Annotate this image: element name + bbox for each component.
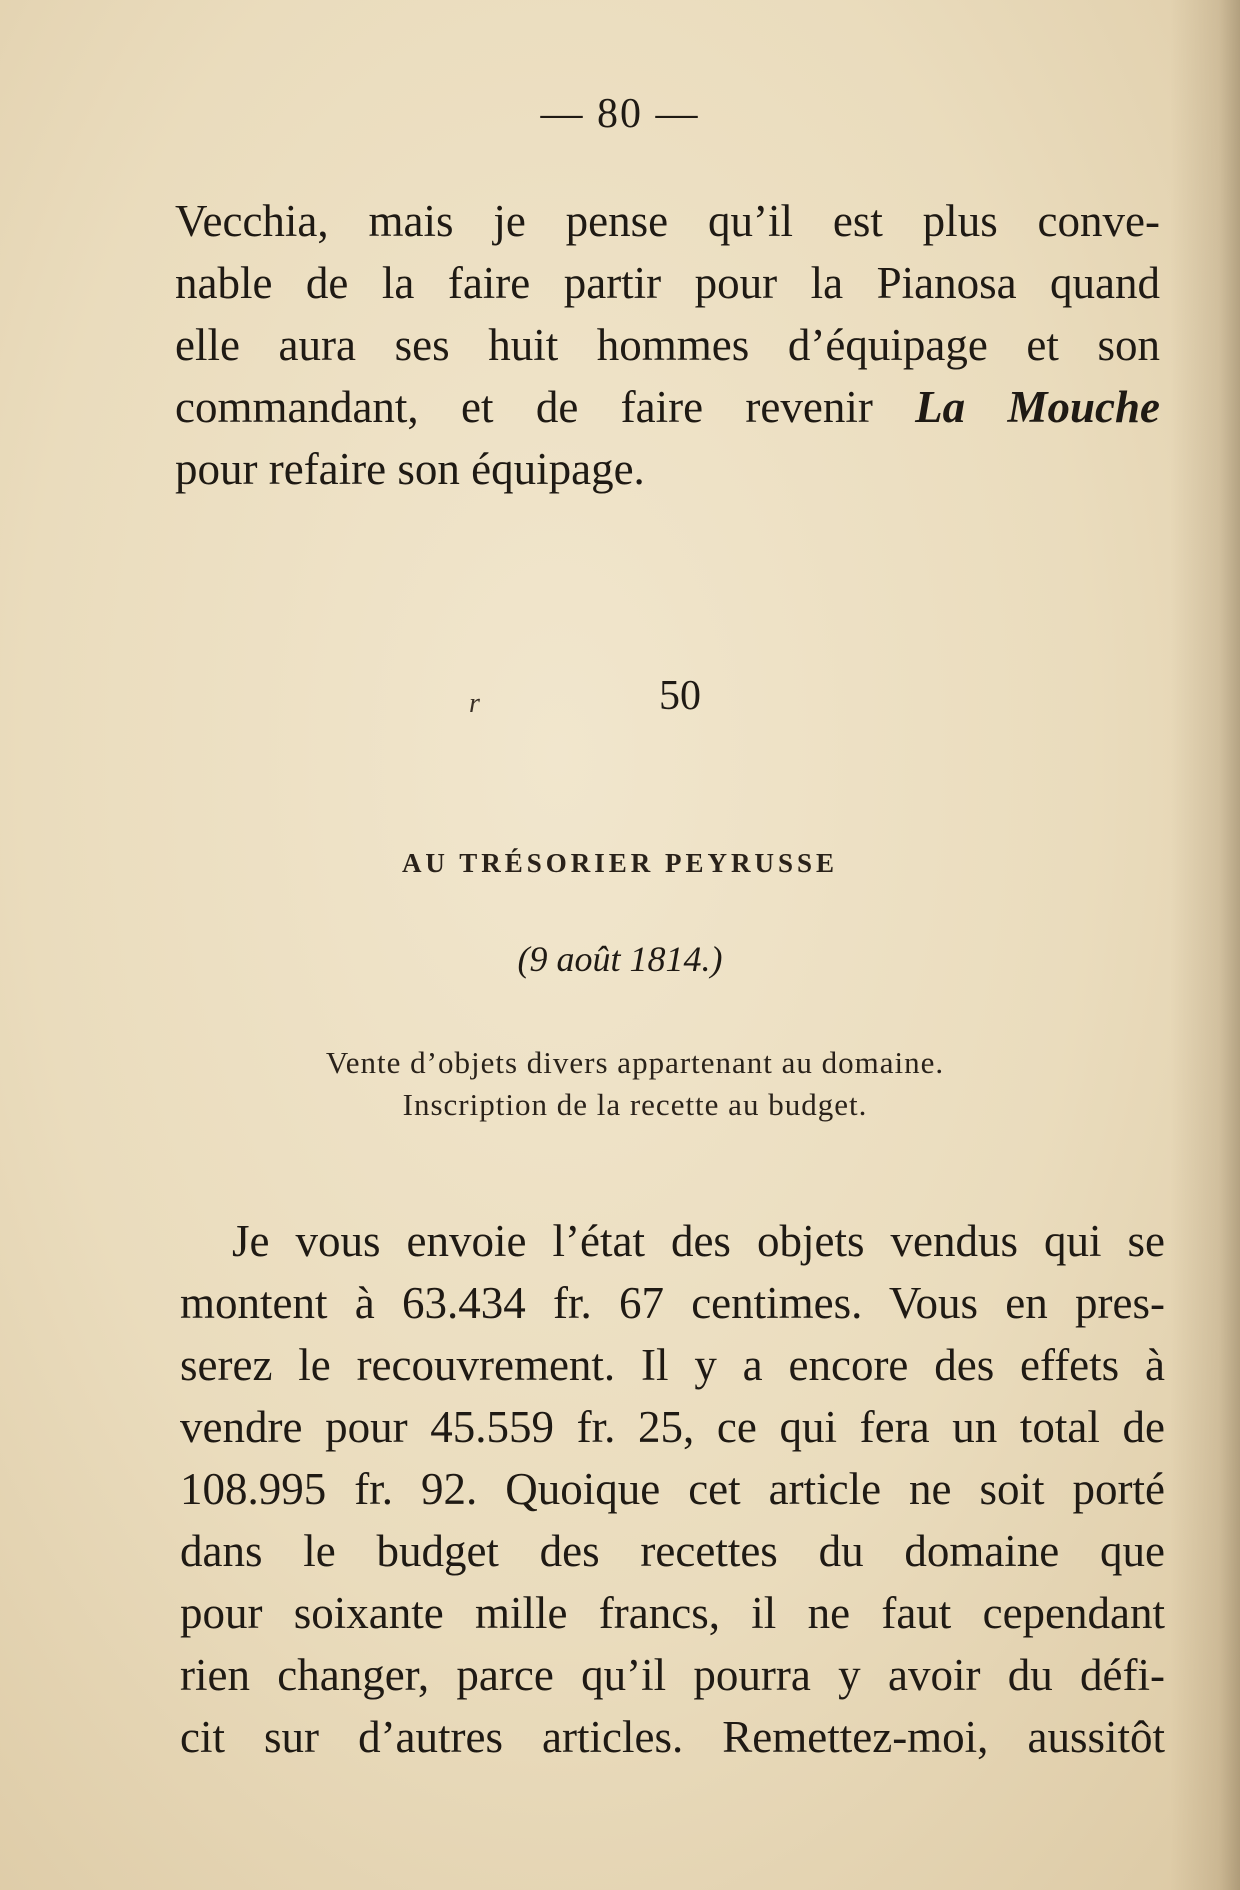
stray-print-mark: r — [469, 688, 480, 719]
text-line: montent à 63.434 fr. 67 centimes. Vous en pres- — [180, 1278, 1165, 1328]
text-line: cit sur d’autres articles. Remettez-moi, aussitôt — [180, 1712, 1165, 1762]
text-line-with-ship-name — [175, 376, 1160, 438]
text-line: nable de la faire partir pour la Pianosa quand — [175, 258, 1160, 308]
letter-date: (9 août 1814.) — [517, 939, 723, 979]
summary-line: Vente d’objets divers appartenant au domaine. — [325, 1045, 945, 1080]
summary-line: Inscription de la recette au budget. — [402, 1087, 868, 1122]
text-line: pour refaire son équipage. — [175, 444, 645, 494]
text-fragment: commandant, et de faire revenir — [175, 382, 873, 432]
letter-heading: AU TRÉSORIER PEYRUSSE — [401, 848, 839, 878]
text-line: rien changer, parce qu’il pourra y avoir du défi- — [180, 1650, 1165, 1700]
letter-summary — [0, 1042, 1240, 1126]
ship-name: La Mouche — [915, 382, 1161, 432]
letter-body — [180, 1210, 1165, 1768]
paragraph-continued — [175, 190, 1160, 500]
text-line: dans le budget des recettes du domaine que — [180, 1526, 1165, 1576]
text-line: 108.995 fr. 92. Quoique cet article ne soit porté — [180, 1464, 1165, 1514]
letter-number: 50 — [659, 673, 701, 719]
text-line: Je vous envoie l’état des objets vendus qui se — [232, 1216, 1165, 1266]
text-line: serez le recouvrement. Il y a encore des effets à — [180, 1340, 1165, 1390]
page-number: — 80 — — [540, 91, 700, 137]
text-line: Vecchia, mais je pense qu’il est plus conve- — [175, 196, 1160, 246]
text-line: elle aura ses huit hommes d’équipage et son — [175, 320, 1160, 370]
text-line: pour soixante mille francs, il ne faut cependant — [180, 1588, 1165, 1638]
text-line: vendre pour 45.559 fr. 25, ce qui fera un total de — [180, 1402, 1165, 1452]
